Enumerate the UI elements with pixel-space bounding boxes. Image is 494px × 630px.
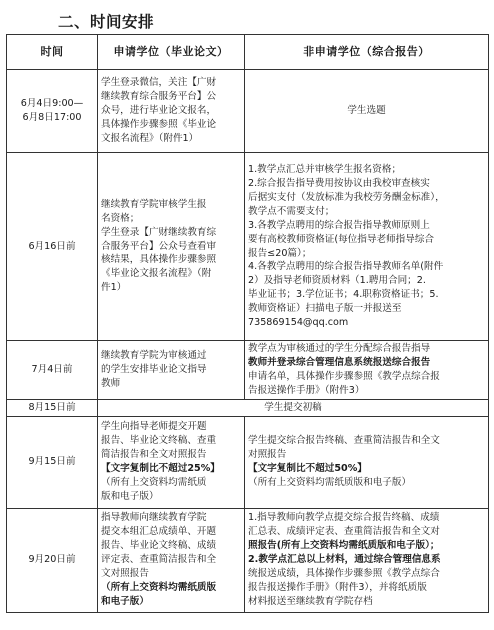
table-row <box>7 153 489 341</box>
row-non-degree-cell: 学生选题 <box>245 70 489 153</box>
email-text: 735869154@qq.com <box>248 317 349 329</box>
table-row <box>7 399 489 416</box>
schedule-table <box>6 34 489 613</box>
row-degree-cell: 学生向指导老师提交开题 报告、毕业论文终稿、查重 简洁报告和全文对照报告 【文字复制比不超过25%】 （所有上交资料均需纸质 版和电子版） <box>98 416 245 508</box>
row-time: 6月16日前 <box>7 153 98 341</box>
table-row <box>7 508 489 612</box>
row-non-degree-cell: 1.教学点汇总并审核学生报名资格； 2.综合报告指导费用按协议由我校审查核实 后据实支付（发放标准为我校劳务酬金标准）， 教学点不需要支付； 3.各教学点聘用的综合报告指导教师原则上 要有高校教师资格证(每位指导老师指导综合 报告≤20篇）； 4.各教学点聘用的综合报告指导教师名单(附件 2）及指导老师资质材料（1.聘用合同；2. 毕业证书；3.学位证书；4.职称资格证书；5. 教师资格证）扫描电子版一并报送至 735869154@qq.com <box>245 153 489 341</box>
row-degree-cell: 继续教育学院为审核通过 的学生安排毕业论文指导 教师 <box>98 341 245 400</box>
row-non-degree-cell: 教学点为审核通过的学生分配综合报告指导 教师并登录综合管理信息系统报送综合报告 申请名单，具体操作步骤参照《教学点综合报 告报送操作手册》（附件3） <box>245 341 489 400</box>
row-time: 7月4日前 <box>7 341 98 400</box>
row-degree-cell: 学生登录微信，关注【广财 继续教育综合服务平台】公 众号，进行毕业论文报名， 具体操作步骤参照《毕业论 文报名流程》（附件1） <box>98 70 245 153</box>
table-header-row <box>7 35 489 70</box>
row-non-degree-cell: 学生提交综合报告终稿、查重简洁报告和全文 对照报告 【文字复制比不超过50%】 （所有上交资料均需纸质版和电子版） <box>245 416 489 508</box>
section-title: 二、时间安排 <box>58 13 155 31</box>
row-degree-cell: 指导教师向继续教育学院 提交本组汇总成绩单、开题 报告、毕业论文终稿、成绩 评定表、查重简洁报告和全 文对照报告 （所有上交资料均需纸质版 和电子版） <box>98 508 245 612</box>
row-time: 9月15日前 <box>7 416 98 508</box>
row-time: 6月4日9:00— 6月8日17:00 <box>7 70 98 153</box>
header-degree: 申请学位（毕业论文） <box>98 35 245 70</box>
table-row <box>7 70 489 153</box>
header-non-degree: 非申请学位（综合报告） <box>245 35 489 70</box>
header-time: 时间 <box>7 35 98 70</box>
row-full-cell: 学生提交初稿 <box>98 399 489 416</box>
row-time: 8月15日前 <box>7 399 98 416</box>
row-time: 9月20日前 <box>7 508 98 612</box>
table-row <box>7 341 489 400</box>
row-degree-cell: 继续教育学院审核学生报 名资格； 学生登录【广财继续教育综 合服务平台】公众号查看审 核结果，具体操作步骤参照 《毕业论文报名流程》（附 件1） <box>98 153 245 341</box>
row-non-degree-cell: 1.指导教师向教学点提交综合报告终稿、成绩 汇总表、成绩评定表、查重简洁报告和全文对 照报告(所有上交资料均需纸质版和电子版）； 2.教学点汇总以上材料，通过综合管理信息系 统报送成绩，具体操作步骤参照《教学点综合 报告报送操作手册》（附件3），并将纸质版 材料报送至继续教育学院存档 <box>245 508 489 612</box>
table-row <box>7 416 489 508</box>
